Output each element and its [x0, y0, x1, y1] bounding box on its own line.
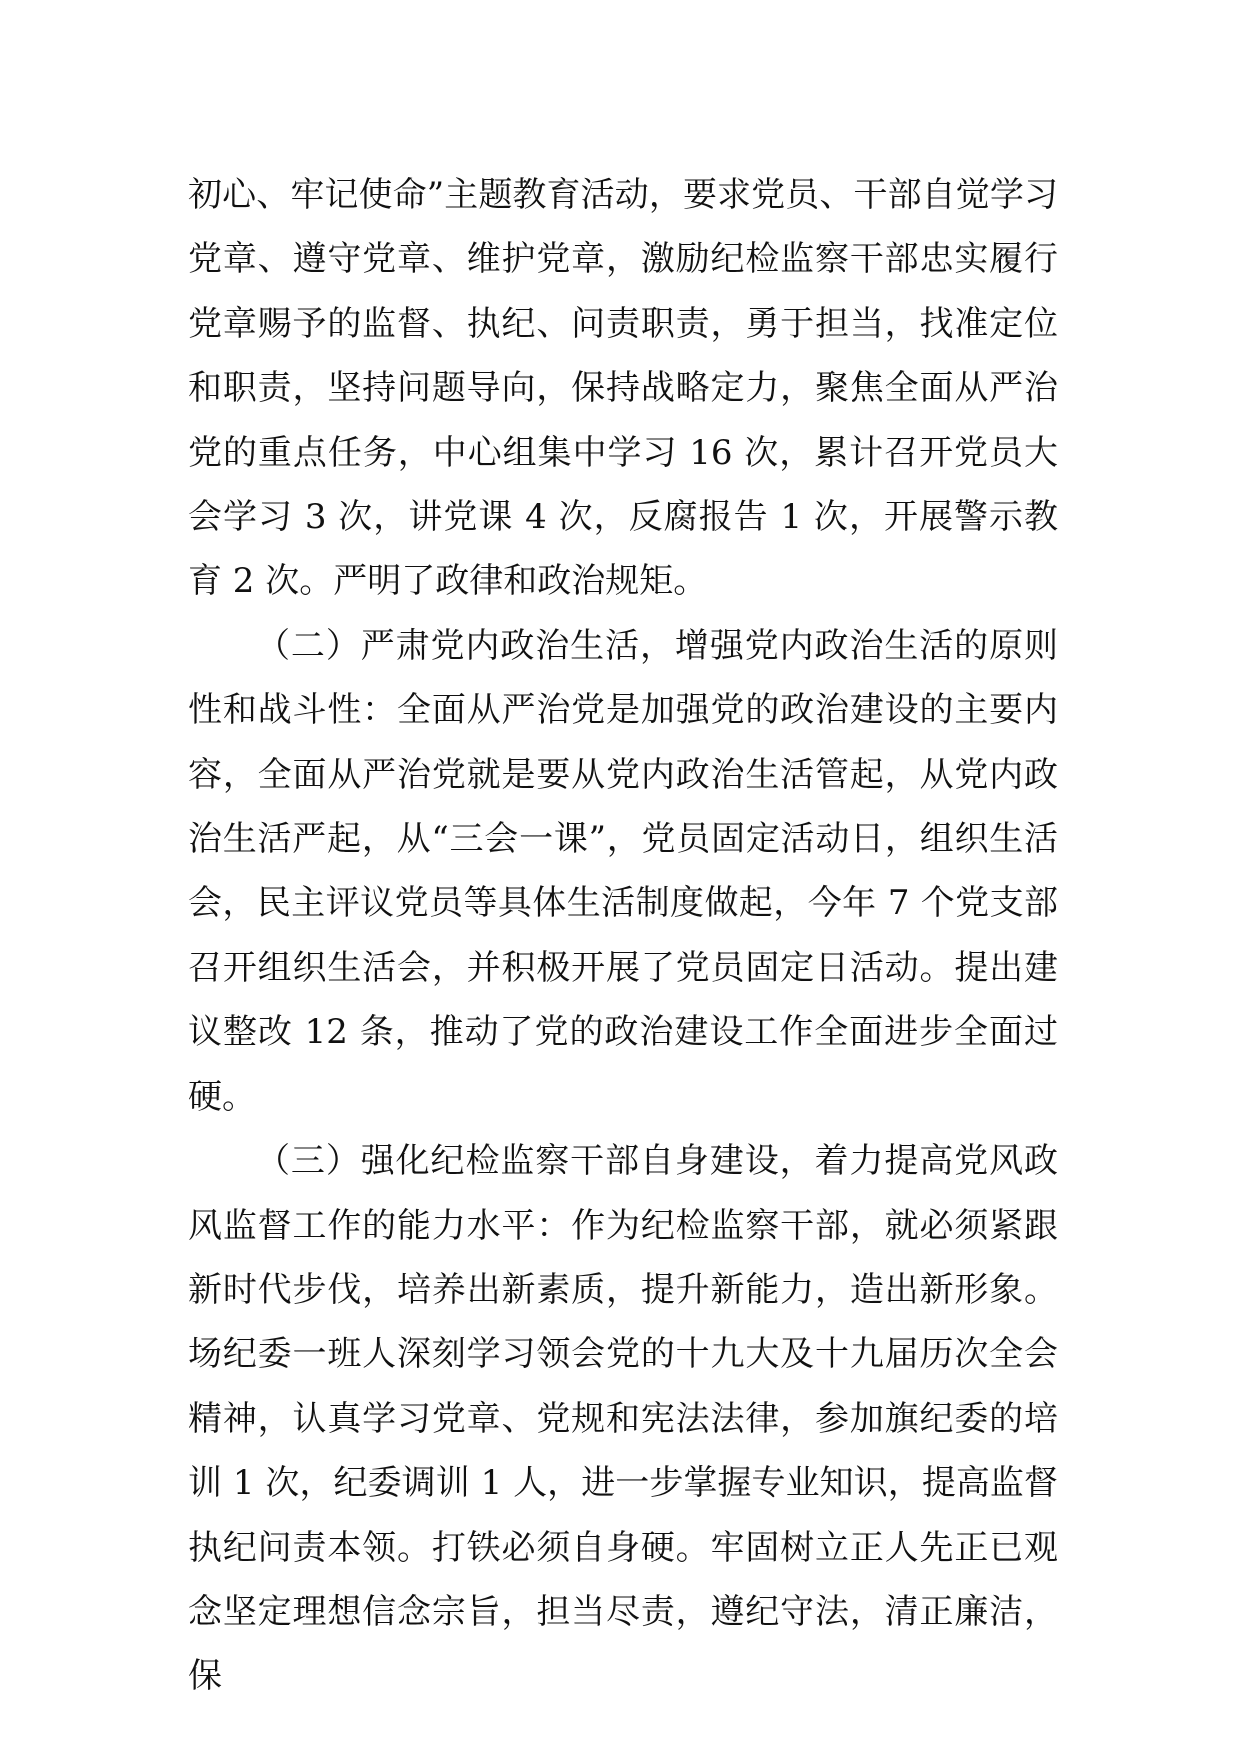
document-body: [188, 163, 1058, 1709]
paragraph-cadre-building: （三）强化纪检监察干部自身建设，着力提高党风政风监督工作的能力水平：作为纪检监察干部，就必须紧跟新时代步伐，培养出新素质，提升新能力，造出新形象。场纪委一班人深刻学习领会党的十九大及十九届历次全会精神，认真学习党章、党规和宪法法律，参加旗纪委的培训 1 次，纪委调训 1 人，进一步掌握专业知识，提高监督执纪问责本领。打铁必须自身硬。牢固树立正人先正已观念坚定理想信念宗旨，担当尽责，遵纪守法，清正廉洁，保: [188, 1141, 1058, 1697]
paragraph-theme-education: 初心、牢记使命”主题教育活动，要求党员、干部自觉学习党章、遵守党章、维护党章，激励纪检监察干部忠实履行党章赐予的监督、执纪、问责职责，勇于担当，找准定位和职责，坚持问题导向，保持战略定力，聚焦全面从严治党的重点任务，中心组集中学习 16 次，累计召开党员大会学习 3 次，讲党课 4 次，反腐报告 1 次，开展警示教育 2 次。严明了政律和政治规矩。: [188, 175, 1058, 602]
paragraph-political-life: （二）严肃党内政治生活，增强党内政治生活的原则性和战斗性：全面从严治党是加强党的政治建设的主要内容，全面从严治党就是要从党内政治生活管起，从党内政治生活严起，从“三会一课”，党员固定活动日，组织生活会，民主评议党员等具体生活制度做起，今年 7 个党支部召开组织生活会，并积极开展了党员固定日活动。提出建议整改 12 条，推动了党的政治建设工作全面进步全面过硬。: [188, 625, 1058, 1117]
